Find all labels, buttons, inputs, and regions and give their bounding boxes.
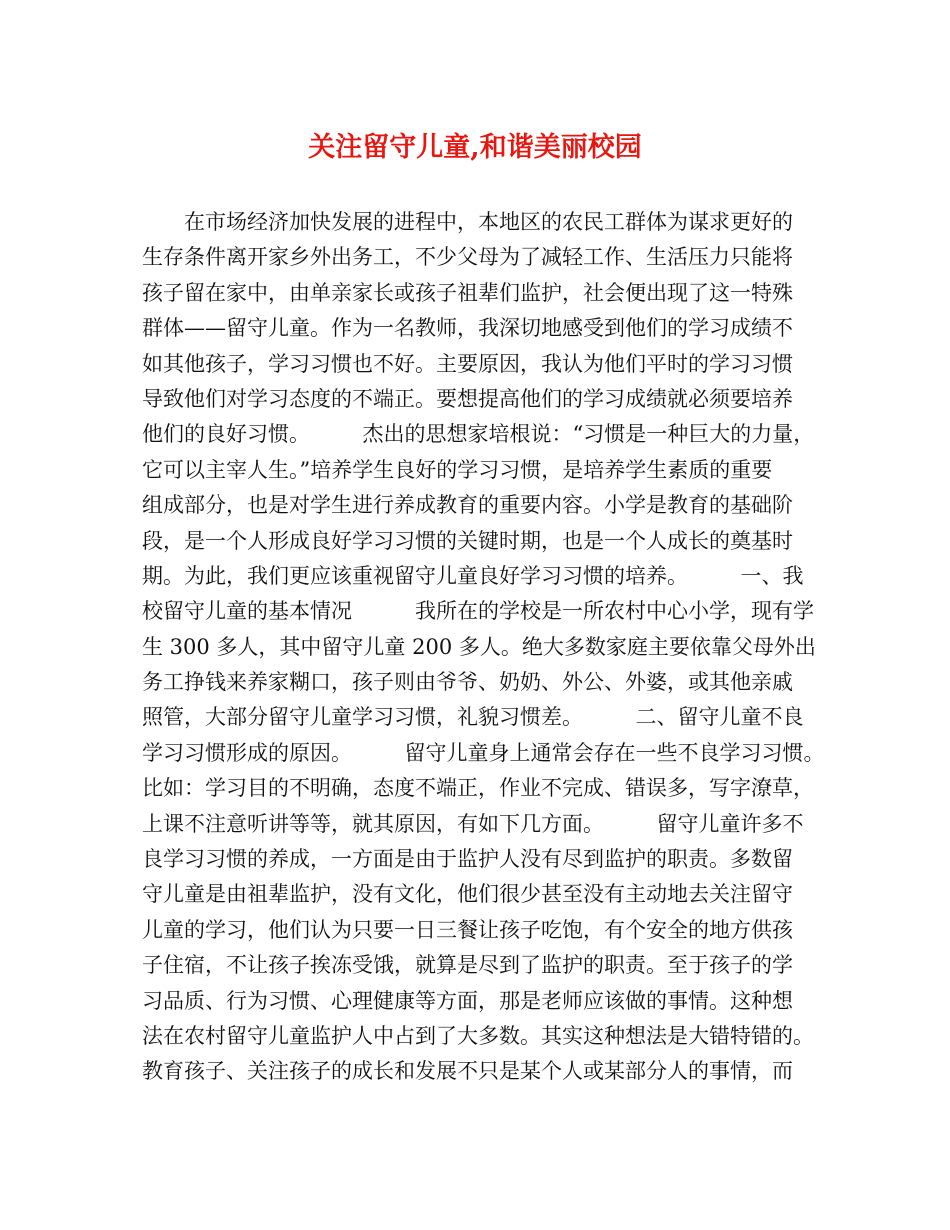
- body-text: [142, 205, 832, 1090]
- text-line: 儿童的学习，他们认为只要一日三餐让孩子吃饱，有个安全的地方供孩: [142, 917, 793, 942]
- text-line: 子住宿，不让孩子挨冻受饿，就算是尽到了监护的职责。至于孩子的学: [142, 953, 793, 978]
- text-line: 上课不注意听讲等等，就其原因，有如下几方面。 留守儿童许多不: [142, 811, 804, 836]
- text-line: 段，是一个人形成良好学习习惯的关键时期，也是一个人成长的奠基时: [142, 528, 793, 553]
- text-line: 教育孩子、关注孩子的成长和发展不只是某个人或某部分人的事情，而: [142, 1059, 793, 1084]
- text-line: 学习习惯形成的原因。 留守儿童身上通常会存在一些不良学习习惯。: [142, 740, 825, 765]
- text-line: 比如：学习目的不明确，态度不端正，作业不完成、错误多，写字潦草，: [142, 776, 814, 801]
- text-line: 组成部分，也是对学生进行养成教育的重要内容。小学是教育的基础阶: [142, 493, 793, 518]
- text-line: 法在农村留守儿童监护人中占到了大多数。其实这种想法是大错特错的。: [142, 1023, 814, 1048]
- text-line: 群体——留守儿童。作为一名教师，我深切地感受到他们的学习成绩不: [142, 316, 793, 341]
- text-line: 习品质、行为习惯、心理健康等方面，那是老师应该做的事情。这种想: [142, 988, 793, 1013]
- text-line: 良学习习惯的养成，一方面是由于监护人没有尽到监护的职责。多数留: [142, 847, 793, 872]
- text-line: 校留守儿童的基本情况 我所在的学校是一所农村中心小学，现有学: [142, 599, 814, 624]
- text-line: 期。为此，我们更应该重视留守儿童良好学习习惯的培养。 一、我: [142, 563, 804, 588]
- page-title: 关注留守儿童,和谐美丽校园: [308, 132, 642, 163]
- text-line: 孩子留在家中，由单亲家长或孩子祖辈们监护，社会便出现了这一特殊: [142, 280, 793, 305]
- text-line: 务工挣钱来养家糊口，孩子则由爷爷、奶奶、外公、外婆，或其他亲戚: [142, 670, 793, 695]
- text-line: 他们的良好习惯。 杰出的思想家培根说：“习惯是一种巨大的力量，: [142, 422, 815, 447]
- text-line: 导致他们对学习态度的不端正。要想提高他们的学习成绩就必须要培养: [142, 386, 793, 411]
- text-line: 生存条件离开家乡外出务工，不少父母为了减轻工作、生活压力只能将: [142, 245, 793, 270]
- text-line: 如其他孩子，学习习惯也不好。主要原因，我认为他们平时的学习习惯: [142, 351, 793, 376]
- text-line: 在市场经济加快发展的进程中，本地区的农民工群体为谋求更好的: [142, 210, 793, 234]
- text-line: 照管，大部分留守儿童学习习惯，礼貌习惯差。 二、留守儿童不良: [142, 705, 804, 730]
- text-line: 守儿童是由祖辈监护，没有文化，他们很少甚至没有主动地去关注留守: [142, 882, 793, 907]
- text-line: 它可以主宰人生。”培养学生良好的学习习惯，是培养学生素质的重要: [142, 457, 773, 482]
- text-line: 生 300 多人，其中留守儿童 200 多人。绝大多数家庭主要依靠父母外出: [142, 634, 816, 659]
